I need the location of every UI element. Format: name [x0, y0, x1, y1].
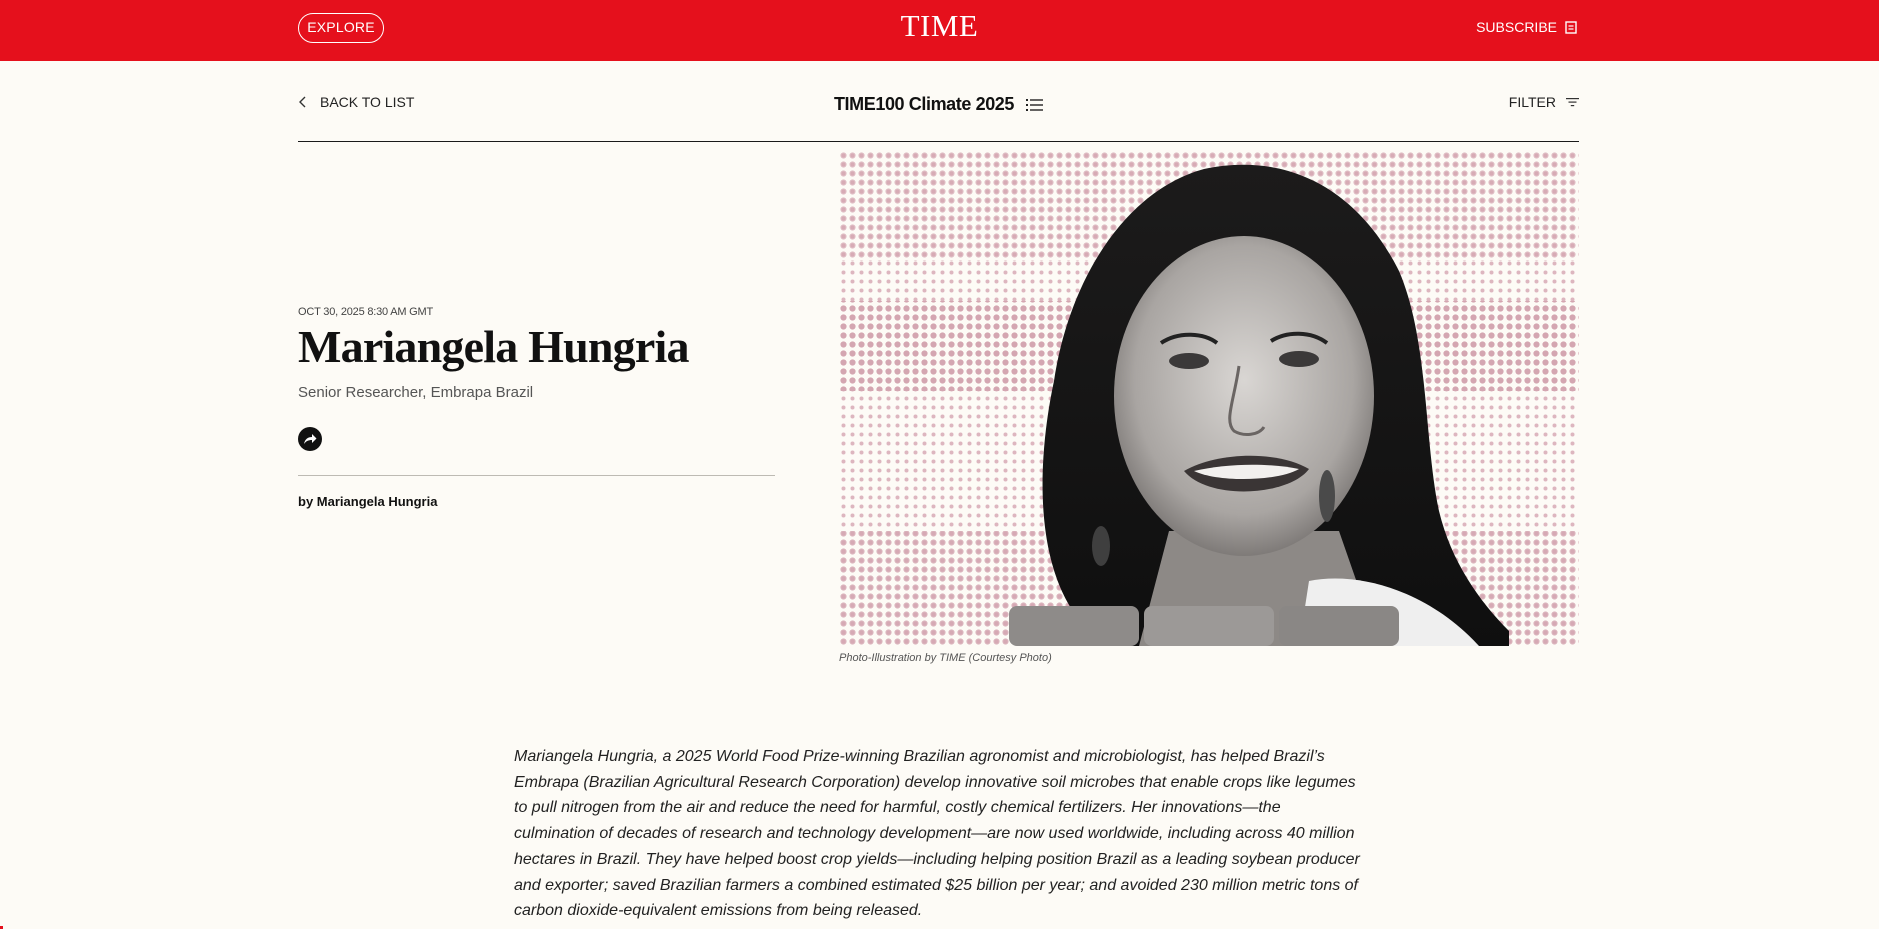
explore-button[interactable]: EXPLORE [298, 13, 384, 43]
filter-label: FILTER [1508, 94, 1556, 110]
photo-caption: Photo-Illustration by TIME (Courtesy Photo) [839, 652, 1052, 664]
share-icon [303, 433, 317, 445]
list-subnav [298, 94, 1579, 142]
honoree-role: Senior Researcher, Embrapa Brazil [298, 384, 534, 401]
byline-prefix: by [298, 494, 314, 509]
portrait-photo-illustration [839, 151, 1579, 646]
chevron-left-icon [298, 95, 308, 109]
byline [298, 494, 437, 509]
back-to-list-label: BACK TO LIST [320, 94, 415, 110]
byline-author-link[interactable]: Mariangela Hungria [316, 494, 438, 509]
article-intro-paragraph: Mariangela Hungria, a 2025 World Food Prize-winning Brazilian agronomist and microbiologist, has helped Brazil’s Embrapa (Brazilian Agricultural Research Corporation) develop innovative soil microbes that enable crops like legumes to pull nitrogen from the air and reduce the need for harmful, costly chemical fertilizers. Her innovations—the culmination of decades of research and technology development—are now used worldwide, including across 40 million hectares in Brazil. They have helped boost crop yields—including helping position Brazil as a leading soybean producer and exporter; saved Brazilian farmers a combined estimated $25 billion per year; and avoided 230 million metric tons of carbon dioxide-equivalent emissions from being released. [514, 748, 1360, 920]
magazine-icon [1565, 21, 1577, 34]
publish-date: OCT 30, 2025 8:30 AM GMT [298, 306, 434, 318]
share-button[interactable] [298, 427, 322, 451]
list-icon[interactable] [1026, 97, 1043, 113]
honoree-name: Mariangela Hungria [298, 321, 689, 372]
subnav-divider [298, 141, 1579, 142]
subscribe-label: SUBSCRIBE [1476, 19, 1557, 35]
back-to-list-link[interactable] [298, 94, 414, 110]
time-logo[interactable]: TIME [900, 8, 979, 43]
filter-icon [1566, 97, 1579, 107]
subscribe-link[interactable] [1476, 19, 1577, 35]
filter-button[interactable] [1509, 94, 1579, 110]
list-title-text: TIME100 Climate 2025 [833, 94, 1015, 114]
profile-divider [298, 475, 775, 476]
list-title [298, 94, 1579, 115]
top-navigation-bar [0, 0, 1879, 61]
portrait-image [839, 151, 1579, 646]
